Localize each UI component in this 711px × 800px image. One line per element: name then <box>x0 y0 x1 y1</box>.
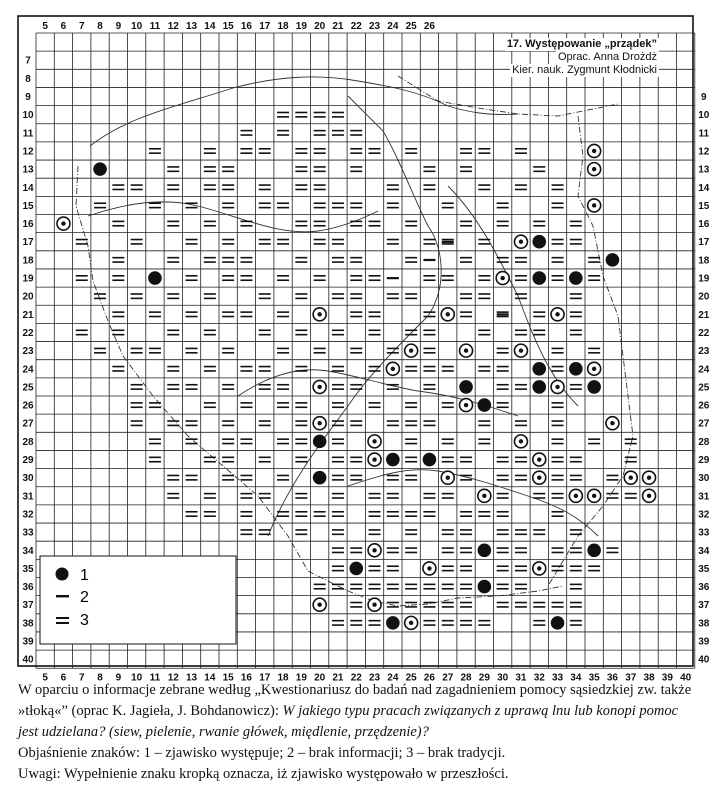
right-row-label: 13 <box>698 164 710 176</box>
past-occurrence-marker <box>460 399 473 412</box>
top-column-label: 8 <box>97 21 103 32</box>
right-row-label: 12 <box>698 146 710 158</box>
bottom-column-label: 6 <box>60 672 67 684</box>
right-row-label: 29 <box>698 455 710 467</box>
left-row-label: 37 <box>22 600 34 612</box>
past-occurrence-marker <box>551 308 564 321</box>
right-row-label: 19 <box>698 273 710 285</box>
left-row-label: 7 <box>25 55 31 67</box>
top-column-label: 25 <box>405 21 417 32</box>
caption-explanation: Objaśnienie znaków: 1 – zjawisko występuje; 2 – brak informacji; 3 – brak tradycji. <box>18 745 506 761</box>
left-row-label: 34 <box>22 545 34 557</box>
occurrence-marker <box>423 453 437 467</box>
caption-source-text: W oparciu o informacje zebrane według „Kwestionariusz do badań nad zagadnieniem pomocy sąsiedzkiej zw. także »tłoką«” (oprac K. Jagieła, J. Bohdanowicz): <box>18 682 692 719</box>
right-row-label: 22 <box>698 327 710 339</box>
left-row-label: 31 <box>22 491 34 503</box>
right-row-label: 32 <box>698 509 710 521</box>
past-occurrence-marker <box>368 453 381 466</box>
past-occurrence-marker <box>386 362 399 375</box>
left-row-label: 16 <box>22 219 34 231</box>
right-row-label: 31 <box>698 491 710 503</box>
left-row-label: 25 <box>22 382 34 394</box>
past-occurrence-marker <box>405 344 418 357</box>
no-info-marker <box>423 259 435 261</box>
bottom-column-label: 29 <box>478 672 490 684</box>
past-occurrence-marker <box>441 471 454 484</box>
right-row-label: 40 <box>698 654 710 666</box>
past-occurrence-marker <box>313 380 326 393</box>
bottom-column-label: 37 <box>625 672 637 684</box>
right-row-label: 28 <box>698 436 710 448</box>
past-occurrence-marker <box>533 562 546 575</box>
bottom-column-label: 13 <box>185 672 198 684</box>
past-occurrence-marker <box>643 489 656 502</box>
right-row-label: 18 <box>698 255 710 267</box>
bottom-column-label: 5 <box>42 672 48 684</box>
left-row-label: 28 <box>22 436 34 448</box>
left-row-label: 23 <box>22 346 34 358</box>
top-column-label: 7 <box>78 21 85 32</box>
right-row-label: 36 <box>698 582 710 594</box>
past-occurrence-marker <box>569 489 582 502</box>
bottom-column-label: 23 <box>368 672 381 684</box>
past-occurrence-marker <box>441 308 454 321</box>
top-column-label: 19 <box>295 21 307 32</box>
top-column-label: 9 <box>115 21 122 32</box>
past-occurrence-marker <box>368 544 381 557</box>
bottom-column-label: 30 <box>497 672 509 684</box>
right-row-label: 30 <box>698 473 710 485</box>
right-row-label: 10 <box>698 110 710 122</box>
bottom-column-label: 18 <box>277 672 289 684</box>
past-occurrence-marker <box>588 144 601 157</box>
right-row-label: 24 <box>698 364 710 376</box>
legend-label-3: 3 <box>80 612 89 629</box>
left-row-label: 29 <box>22 455 34 467</box>
left-row-label: 36 <box>22 582 34 594</box>
right-row-label: 23 <box>698 346 710 358</box>
right-row-label: 14 <box>698 182 710 194</box>
occurrence-marker <box>569 271 583 285</box>
past-occurrence-marker <box>423 562 436 575</box>
top-column-label: 12 <box>167 21 179 32</box>
left-row-label: 35 <box>22 563 34 575</box>
left-row-label: 17 <box>22 237 34 249</box>
map-supervisor: Kier. nauk. Zygmunt Kłodnicki <box>512 64 657 76</box>
bottom-column-label: 20 <box>314 672 326 684</box>
bottom-column-label: 40 <box>680 672 692 684</box>
left-row-label: 21 <box>22 309 34 321</box>
top-column-label: 22 <box>350 21 362 32</box>
occurrence-marker <box>606 253 620 267</box>
left-row-label: 13 <box>22 164 34 176</box>
top-column-label: 24 <box>387 21 399 32</box>
bottom-column-label: 16 <box>240 672 253 684</box>
past-occurrence-marker <box>588 163 601 176</box>
past-occurrence-marker <box>313 598 326 611</box>
past-occurrence-marker <box>533 453 546 466</box>
map-author: Oprac. Anna Drożdż <box>557 51 657 63</box>
left-row-label: 40 <box>22 654 34 666</box>
past-occurrence-marker <box>496 272 509 285</box>
bottom-column-label: 8 <box>97 672 103 684</box>
past-occurrence-marker <box>588 362 601 375</box>
left-row-label: 26 <box>22 400 34 412</box>
occurrence-marker <box>551 616 565 630</box>
right-row-label: 16 <box>698 219 710 231</box>
past-occurrence-marker <box>514 435 527 448</box>
past-occurrence-marker <box>57 217 70 230</box>
no-info-marker <box>442 241 454 243</box>
left-row-label: 14 <box>22 182 34 194</box>
top-column-label: 21 <box>332 21 344 32</box>
top-column-label: 17 <box>259 21 271 32</box>
occurrence-marker <box>386 453 400 467</box>
occurrence-marker <box>478 398 492 412</box>
bottom-column-label: 7 <box>78 672 85 684</box>
bottom-column-label: 21 <box>332 672 344 684</box>
no-info-marker <box>387 277 399 279</box>
bottom-column-label: 39 <box>661 672 673 684</box>
occurrence-marker <box>478 543 492 557</box>
past-occurrence-marker <box>533 471 546 484</box>
past-occurrence-marker <box>588 489 601 502</box>
bottom-column-label: 32 <box>533 672 545 684</box>
bottom-column-label: 9 <box>115 672 122 684</box>
caption <box>18 680 694 785</box>
bottom-column-label: 26 <box>423 672 436 684</box>
top-column-label: 15 <box>222 21 234 32</box>
left-row-label: 24 <box>22 364 34 376</box>
past-occurrence-marker <box>606 417 619 430</box>
past-occurrence-marker <box>643 471 656 484</box>
occurrence-marker <box>313 435 327 449</box>
legend-filled-circle-icon <box>56 568 69 581</box>
top-column-label: 23 <box>368 21 381 32</box>
top-column-label: 14 <box>204 21 216 32</box>
right-row-label: 11 <box>698 128 710 140</box>
map-frame <box>18 16 710 684</box>
occurrence-marker <box>148 271 162 285</box>
bottom-column-label: 38 <box>643 672 655 684</box>
left-row-label: 33 <box>22 527 34 539</box>
no-info-marker <box>497 313 509 315</box>
right-row-label: 39 <box>698 636 710 648</box>
occurrence-marker <box>93 162 107 176</box>
past-occurrence-marker <box>313 417 326 430</box>
past-occurrence-marker <box>588 199 601 212</box>
past-occurrence-marker <box>514 344 527 357</box>
top-column-label: 16 <box>240 21 253 32</box>
past-occurrence-marker <box>368 598 381 611</box>
occurrence-marker <box>532 271 546 285</box>
left-row-label: 27 <box>22 418 34 430</box>
right-row-label: 34 <box>698 545 710 557</box>
bottom-column-label: 15 <box>222 672 234 684</box>
legend-double-dash-icon-top <box>56 617 69 619</box>
top-column-label: 5 <box>42 21 48 32</box>
occurrence-marker <box>349 562 363 576</box>
right-row-label: 17 <box>698 237 710 249</box>
right-row-label: 38 <box>698 618 710 630</box>
left-row-label: 8 <box>25 73 31 85</box>
occurrence-marker <box>478 580 492 594</box>
bottom-column-label: 22 <box>350 672 362 684</box>
bottom-column-label: 11 <box>149 672 161 684</box>
bottom-column-label: 19 <box>295 672 307 684</box>
past-occurrence-marker <box>624 471 637 484</box>
bottom-column-label: 27 <box>442 672 454 684</box>
right-row-label: 25 <box>698 382 710 394</box>
top-column-label: 26 <box>423 21 436 32</box>
top-column-label: 20 <box>314 21 326 32</box>
right-row-label: 26 <box>698 400 710 412</box>
top-column-label: 10 <box>131 21 143 32</box>
top-column-label: 13 <box>185 21 198 32</box>
past-occurrence-marker <box>405 616 418 629</box>
legend-label-1: 1 <box>80 567 89 584</box>
left-row-label: 32 <box>22 509 34 521</box>
top-column-label: 6 <box>60 21 67 32</box>
past-occurrence-marker <box>551 380 564 393</box>
map-title: 17. Występowanie „prządek” <box>506 38 657 50</box>
left-row-label: 38 <box>22 618 34 630</box>
bottom-column-label: 31 <box>515 672 527 684</box>
right-row-label: 21 <box>698 309 710 321</box>
bottom-column-label: 10 <box>131 672 143 684</box>
occurrence-marker <box>313 471 327 485</box>
bottom-column-label: 14 <box>204 672 216 684</box>
occurrence-marker <box>386 616 400 630</box>
left-row-label: 19 <box>22 273 34 285</box>
occurrence-marker <box>532 235 546 249</box>
right-row-label: 37 <box>698 600 710 612</box>
bottom-column-label: 36 <box>606 672 619 684</box>
right-row-label: 35 <box>698 563 710 575</box>
left-row-label: 22 <box>22 327 34 339</box>
left-row-label: 9 <box>25 92 31 104</box>
top-column-label: 11 <box>149 21 161 32</box>
caption-source <box>18 680 694 743</box>
right-row-label: 33 <box>698 527 710 539</box>
bottom-column-label: 25 <box>405 672 417 684</box>
right-row-label: 20 <box>698 291 710 303</box>
right-row-label: 9 <box>701 92 707 104</box>
bottom-column-label: 17 <box>259 672 271 684</box>
left-row-label: 30 <box>22 473 34 485</box>
bottom-column-label: 12 <box>167 672 179 684</box>
bottom-column-label: 24 <box>387 672 399 684</box>
legend <box>40 556 236 644</box>
past-occurrence-marker <box>514 235 527 248</box>
bottom-column-label: 28 <box>460 672 472 684</box>
left-row-label: 20 <box>22 291 34 303</box>
past-occurrence-marker <box>478 489 491 502</box>
occurrence-marker <box>459 380 473 394</box>
occurrence-marker <box>587 543 601 557</box>
left-row-label: 18 <box>22 255 34 267</box>
caption-note: Uwagi: Wypełnienie znaku kropką oznacza, iż zjawisko występowało w przeszłości. <box>18 766 509 782</box>
left-row-label: 10 <box>22 110 34 122</box>
caption-question: W jakiego typu pracach związanych z uprawą lnu lub konopi pomoc jest udzielana? (siew, pielenie, rwanie główek, międlenie, przędzenie)? <box>18 703 679 740</box>
left-row-label: 11 <box>22 128 34 140</box>
left-row-label: 15 <box>22 200 34 212</box>
right-row-label: 15 <box>698 200 710 212</box>
occurrence-marker <box>532 362 546 376</box>
legend-label-2: 2 <box>80 589 89 606</box>
legend-double-dash-icon-bottom <box>56 622 69 624</box>
past-occurrence-marker <box>313 308 326 321</box>
grid-map <box>18 16 710 684</box>
occurrence-marker <box>569 362 583 376</box>
bottom-column-label: 33 <box>551 672 564 684</box>
legend-dash-icon <box>56 595 69 597</box>
bottom-column-label: 34 <box>570 672 582 684</box>
left-row-label: 39 <box>22 636 34 648</box>
bottom-column-label: 35 <box>588 672 600 684</box>
occurrence-marker <box>532 380 546 394</box>
past-occurrence-marker <box>368 435 381 448</box>
left-row-label: 12 <box>22 146 34 158</box>
past-occurrence-marker <box>460 344 473 357</box>
top-column-label: 18 <box>277 21 289 32</box>
occurrence-marker <box>587 380 601 394</box>
right-row-label: 27 <box>698 418 710 430</box>
